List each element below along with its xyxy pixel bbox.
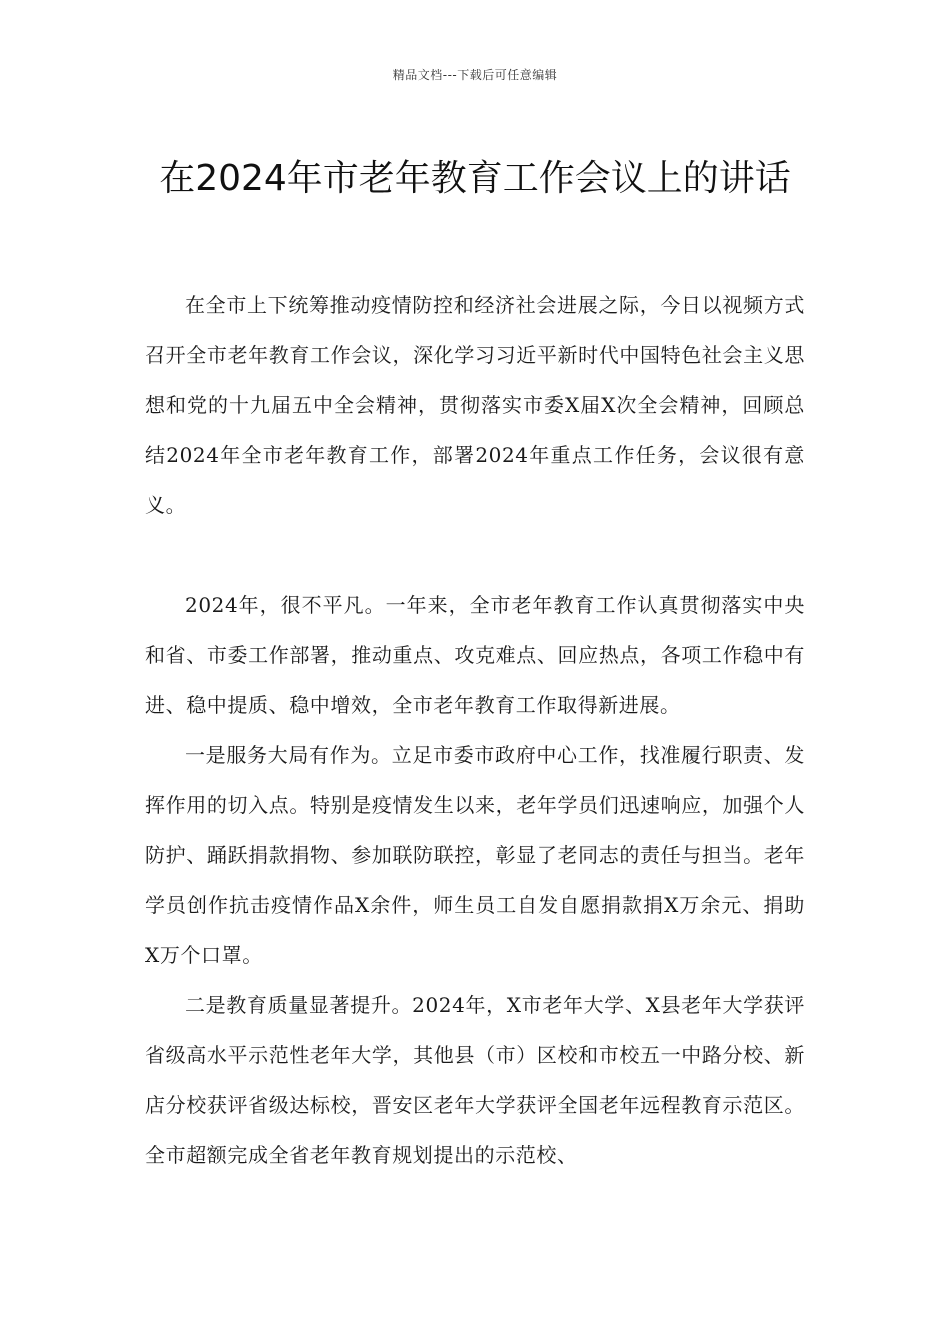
paragraph-2: 2024年，很不平凡。一年来，全市老年教育工作认真贯彻落实中央和省、市委工作部署，推动重点、攻克难点、回应热点，各项工作稳中有进、稳中提质、稳中增效，全市老年教育工作取得新进展。 bbox=[145, 593, 805, 717]
paragraph-4: 二是教育质量显著提升。2024年，X市老年大学、X县老年大学获评省级高水平示范性老年大学，其他县（市）区校和市校五一中路分校、新店分校获评省级达标校，晋安区老年大学获评全国老年远程教育示范区。全市超额完成全省老年教育规划提出的示范校、 bbox=[145, 993, 805, 1167]
paragraph-1: 在全市上下统筹推动疫情防控和经济社会进展之际，今日以视频方式召开全市老年教育工作会议，深化学习习近平新时代中国特色社会主义思想和党的十九届五中全会精神，贯彻落实市委X届X次全会精神，回顾总结2024年全市老年教育工作，部署2024年重点工作任务，会议很有意义。 bbox=[145, 293, 805, 517]
header-note: 精品文档---下载后可任意编辑 bbox=[392, 68, 558, 82]
document-body bbox=[145, 280, 805, 1180]
document-title: 在2024年市老年教育工作会议上的讲话 bbox=[159, 158, 791, 200]
paragraph-3: 一是服务大局有作为。立足市委市政府中心工作，找准履行职责、发挥作用的切入点。特别是疫情发生以来，老年学员们迅速响应，加强个人防护、踊跃捐款捐物、参加联防联控，彰显了老同志的责任与担当。老年学员创作抗击疫情作品X余件，师生员工自发自愿捐款捐X万余元、捐助X万个口罩。 bbox=[145, 743, 805, 967]
